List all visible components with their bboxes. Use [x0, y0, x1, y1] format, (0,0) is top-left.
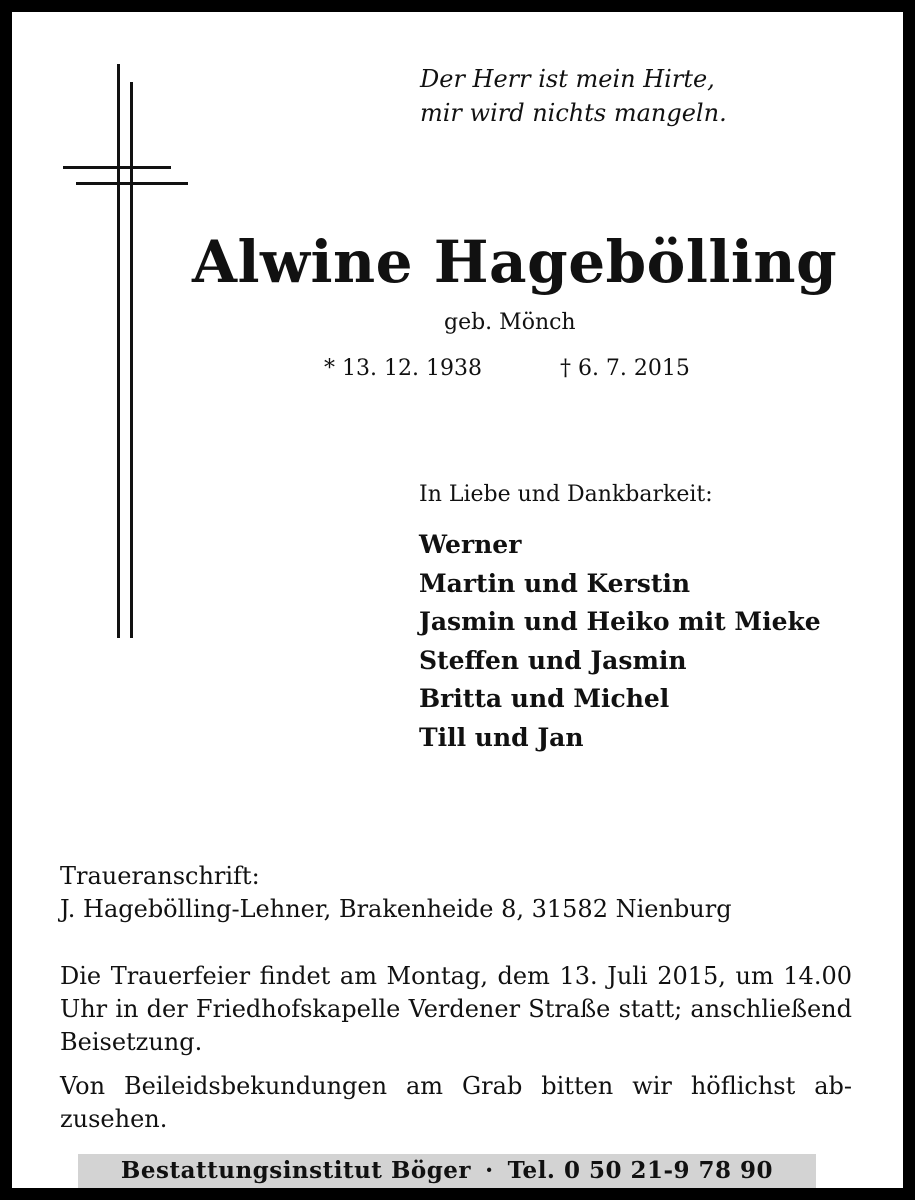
verse-line-2: mir wird nichts mangeln.	[420, 99, 727, 127]
birth-date: * 13. 12. 1938	[324, 356, 482, 381]
life-dates	[324, 356, 690, 381]
mourner-entry: Jasmin und Heiko mit Mieke	[419, 607, 821, 636]
condolence-notice: Von Beileidsbekundungen am Grab bitten wir höflichst abzusehen.	[60, 1072, 852, 1133]
funeral-home-footer	[78, 1154, 816, 1188]
mourning-address	[60, 860, 732, 926]
deceased-name: Alwine Hagebölling	[192, 228, 838, 296]
maiden-name: geb. Mönch	[444, 310, 576, 335]
mourners-list	[419, 526, 821, 757]
bible-verse	[420, 62, 727, 130]
mourners-intro: In Liebe und Dankbarkeit:	[419, 482, 713, 507]
funeral-home-name: Bestattungsinstitut Böger	[120, 1157, 472, 1184]
verse-line-1: Der Herr ist mein Hirte,	[420, 65, 715, 93]
funeral-home-phone: Tel. 0 50 21-9 78 90	[507, 1157, 774, 1184]
death-date: † 6. 7. 2015	[559, 356, 690, 381]
footer-separator: ·	[485, 1157, 494, 1184]
funeral-notice: Die Trauerfeier findet am Montag, dem 13. Juli 2015, um 14.00 Uhr in der Friedhofskapelle Verdener Straße statt; anschließend Beisetzung.	[60, 962, 852, 1056]
mourner-entry: Martin und Kerstin	[419, 568, 691, 598]
mourner-entry: Till und Jan	[419, 722, 584, 752]
address-label: Traueranschrift:	[60, 862, 260, 890]
mourner-entry: Steffen und Jasmin	[419, 645, 687, 675]
address-value: J. Hagebölling-Lehner, Brakenheide 8, 31582 Nienburg	[60, 895, 732, 923]
mourner-entry: Werner	[419, 530, 522, 559]
obituary-notice	[12, 12, 903, 1188]
mourner-entry: Britta und Michel	[419, 684, 670, 713]
